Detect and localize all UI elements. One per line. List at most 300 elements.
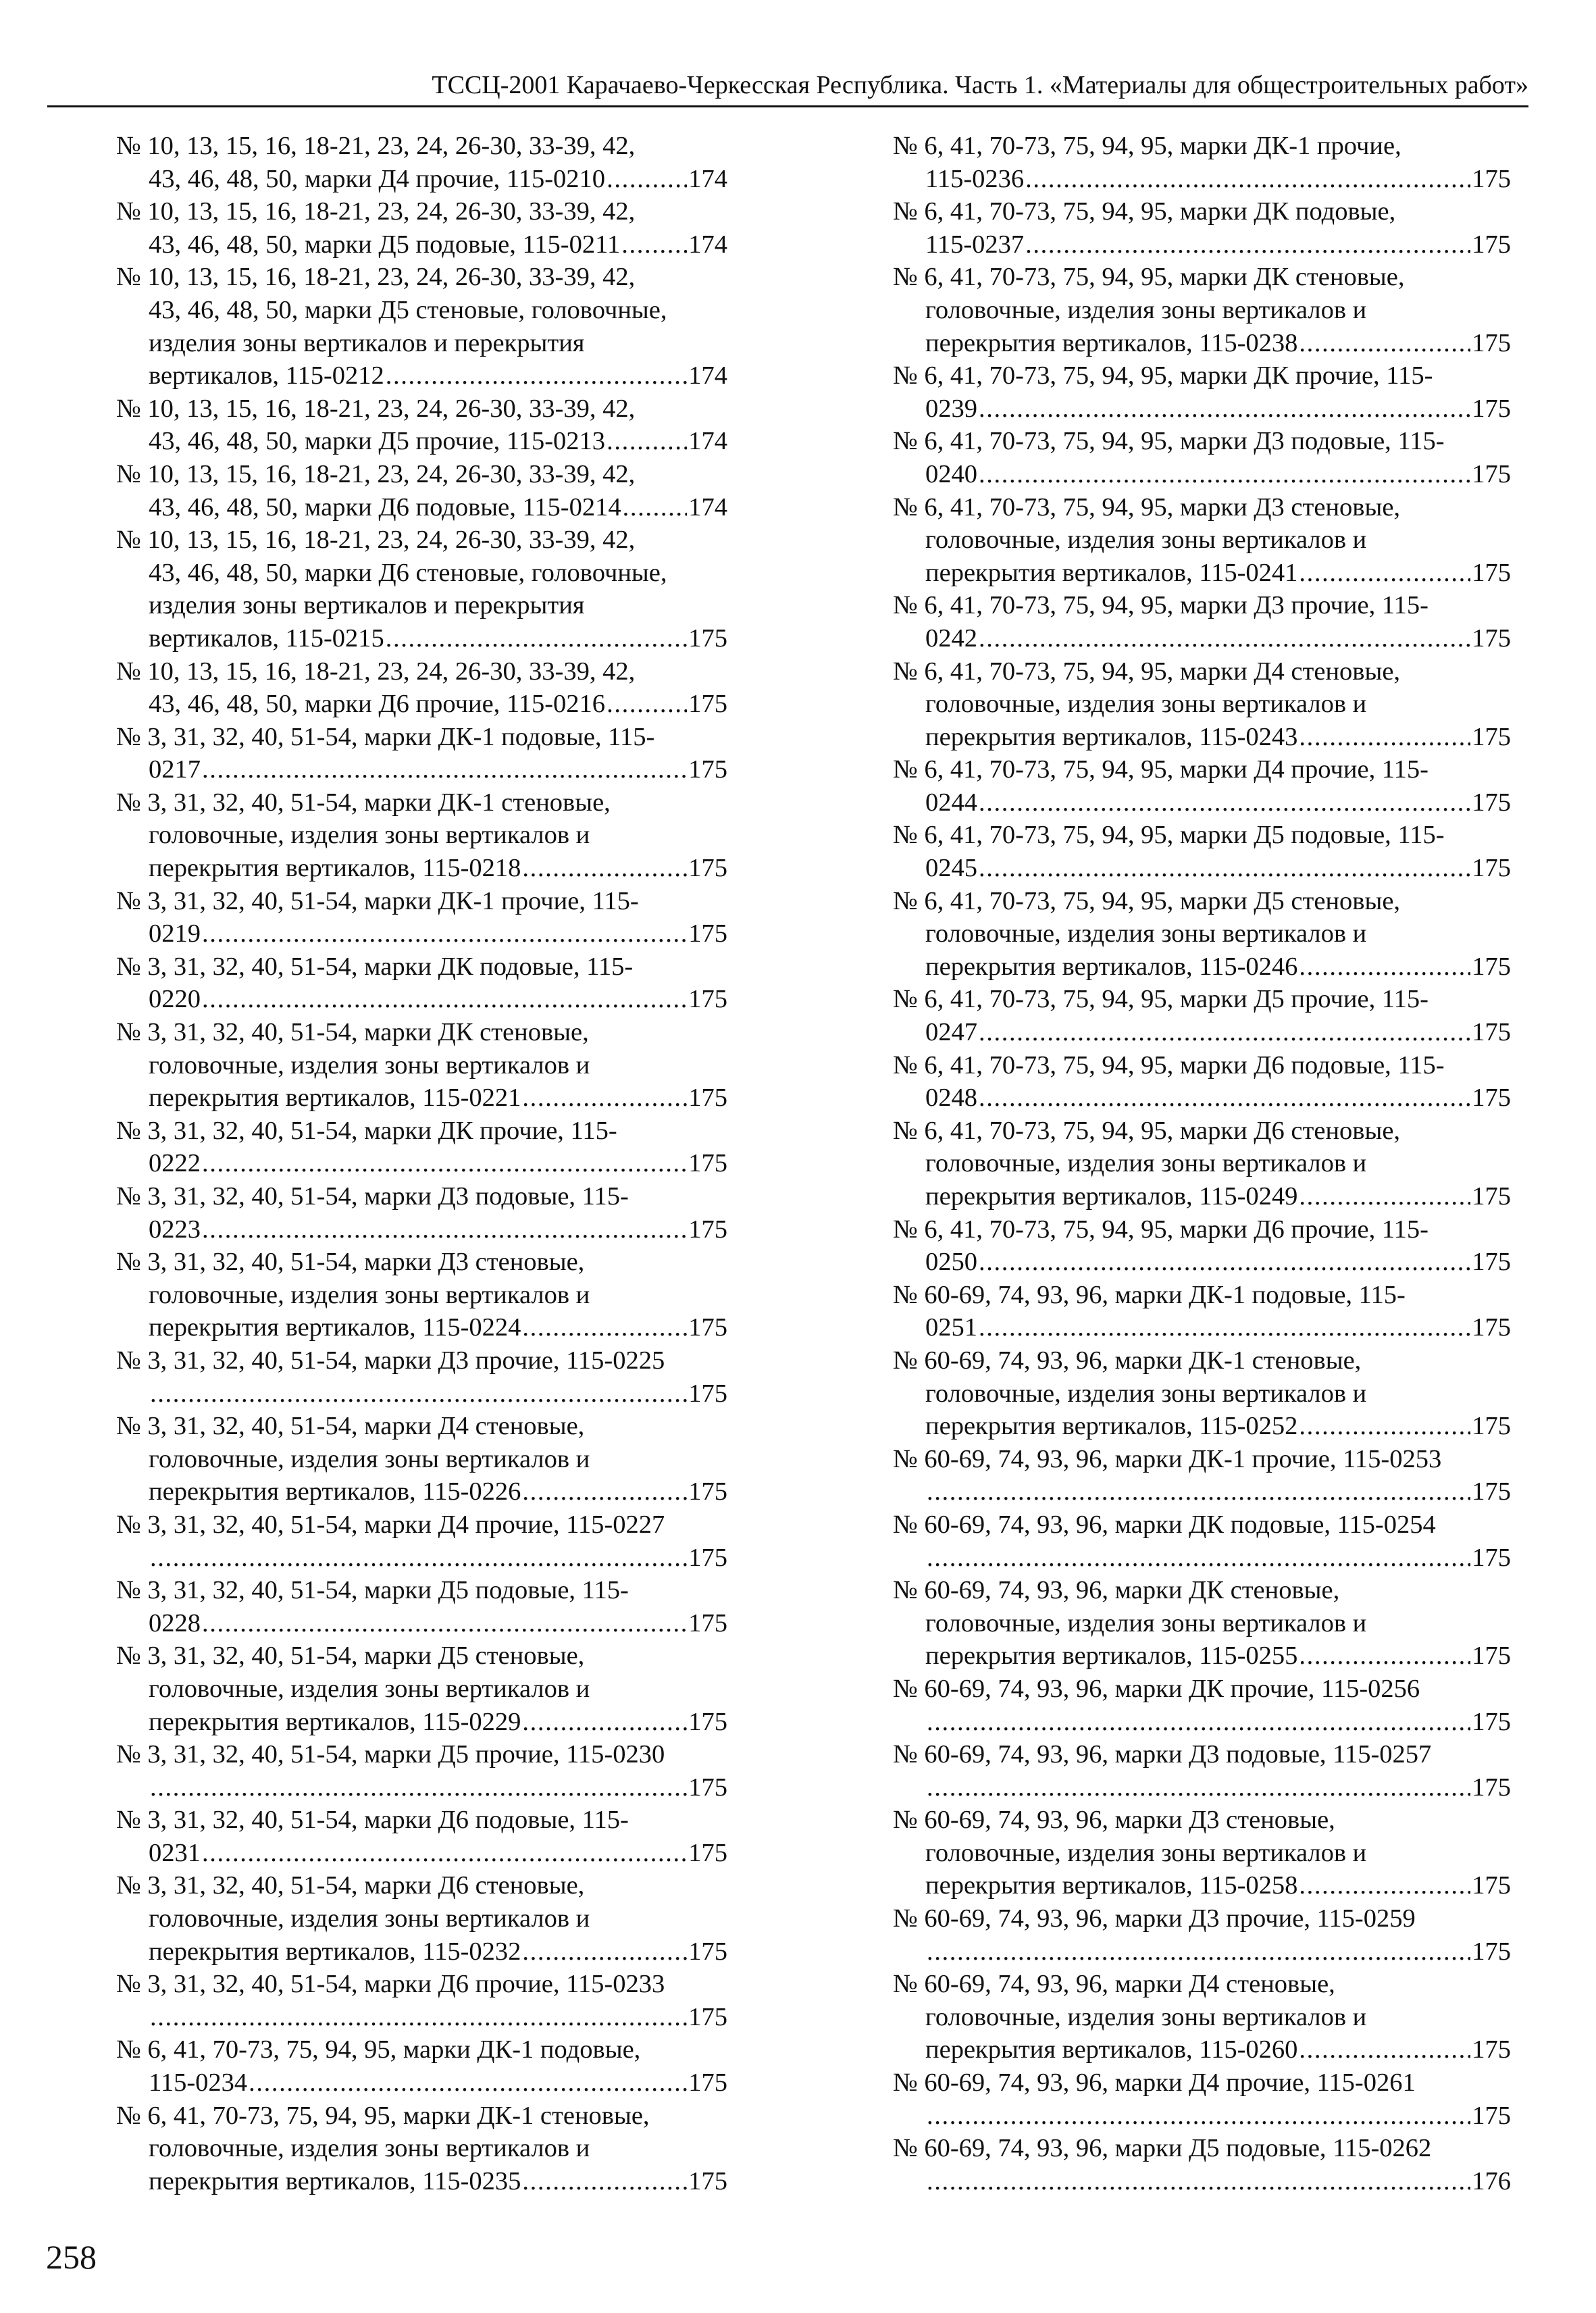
index-entry — [893, 130, 1511, 195]
index-entry — [116, 195, 727, 261]
index-entry-page: 175 — [688, 985, 727, 1014]
index-entry-page: 175 — [1472, 459, 1511, 488]
index-entry-page: 176 — [1472, 2166, 1511, 2195]
dot-leader — [202, 1213, 687, 1246]
index-entry-code: 115-0236 — [925, 164, 1025, 193]
index-entry-code: вертикалов, 115-0212 — [149, 361, 384, 390]
index-entry-line: № 3, 31, 32, 40, 51-54, марки Д4 стеновые, — [116, 1412, 585, 1441]
index-entry-code: 0244 — [925, 788, 977, 817]
index-entry-line: № 10, 13, 15, 16, 18-21, 23, 24, 26-30, 33-39, 42, — [116, 657, 636, 686]
dot-leader — [522, 1475, 687, 1508]
index-entry-code: перекрытия вертикалов, 115-0243 — [925, 722, 1298, 751]
index-entry — [893, 1344, 1511, 1443]
index-entry-page: 175 — [1472, 1477, 1511, 1506]
dot-leader — [150, 1377, 687, 1410]
index-entry — [116, 1574, 727, 1640]
dot-leader — [202, 753, 687, 786]
dot-leader — [202, 1607, 687, 1640]
index-entry-page: 174 — [688, 361, 727, 390]
index-entry-leader-line — [149, 359, 727, 392]
dot-leader — [979, 1016, 1470, 1049]
index-entry-code: 0228 — [149, 1608, 201, 1637]
dot-leader — [927, 1935, 1470, 1968]
index-entry-page: 174 — [688, 230, 727, 259]
index-entry-code: 43, 46, 48, 50, марки Д5 прочие, 115-0213 — [149, 427, 606, 456]
index-entry-line: № 3, 31, 32, 40, 51-54, марки ДК подовые, 115- — [116, 952, 634, 981]
dot-leader — [202, 1147, 687, 1180]
index-entry — [893, 425, 1511, 490]
index-entry-line: № 6, 41, 70-73, 75, 94, 95, марки Д4 стеновые, — [893, 657, 1401, 686]
index-entry — [116, 1344, 727, 1410]
index-entry-line: 43, 46, 48, 50, марки Д5 стеновые, головочные, — [149, 295, 667, 324]
index-entry-code: 0223 — [149, 1215, 201, 1244]
index-entry-leader-line — [925, 622, 1511, 655]
index-entry-page: 175 — [688, 755, 727, 784]
index-entry-line: № 60-69, 74, 93, 96, марки ДК-1 стеновые, — [893, 1346, 1362, 1375]
index-entry-line: головочные, изделия зоны вертикалов и — [925, 526, 1367, 555]
index-column-right — [893, 130, 1511, 2197]
index-entry-line: № 3, 31, 32, 40, 51-54, марки ДК стеновые, — [116, 1018, 589, 1047]
index-entry-code: перекрытия вертикалов, 115-0226 — [149, 1477, 521, 1506]
index-entry-line: головочные, изделия зоны вертикалов и — [925, 295, 1367, 324]
index-entry-leader-line — [149, 425, 727, 458]
index-entry-line: № 6, 41, 70-73, 75, 94, 95, марки ДК-1 стеновые, — [116, 2101, 650, 2130]
index-entry-page: 175 — [1472, 1313, 1511, 1342]
index-entry — [116, 261, 727, 392]
index-entry-page: 175 — [688, 1149, 727, 1178]
index-entry-leader-line — [925, 2100, 1511, 2133]
index-entry — [116, 1738, 727, 1804]
index-entry — [893, 1968, 1511, 2066]
index-entry-code: перекрытия вертикалов, 115-0258 — [925, 1871, 1298, 1900]
index-entry — [116, 2033, 727, 2099]
index-entry-line: № 3, 31, 32, 40, 51-54, марки ДК прочие, 115- — [116, 1116, 617, 1145]
index-entry-line: № 6, 41, 70-73, 75, 94, 95, марки Д6 прочие, 115- — [893, 1215, 1428, 1244]
index-entry — [893, 1574, 1511, 1673]
index-entry-code: 115-0234 — [149, 2068, 248, 2098]
index-entry-line: № 3, 31, 32, 40, 51-54, марки ДК-1 прочие, 115- — [116, 886, 639, 915]
index-entry — [116, 1410, 727, 1508]
index-entry-code: 0242 — [925, 624, 977, 653]
index-entry-line: № 10, 13, 15, 16, 18-21, 23, 24, 26-30, 33-39, 42, — [116, 526, 636, 555]
index-entry-page: 175 — [688, 854, 727, 883]
index-entry-page: 175 — [1472, 854, 1511, 883]
index-entry-leader-line — [925, 1410, 1511, 1443]
dot-leader — [979, 622, 1470, 655]
index-entry-line: № 6, 41, 70-73, 75, 94, 95, марки ДК стеновые, — [893, 263, 1405, 292]
index-entry-page: 175 — [1472, 788, 1511, 817]
dot-leader — [1299, 1640, 1470, 1673]
index-entry-code: 43, 46, 48, 50, марки Д4 прочие, 115-0210 — [149, 164, 606, 193]
index-entry-line: № 60-69, 74, 93, 96, марки Д4 стеновые, — [893, 1970, 1335, 1999]
index-entry — [893, 1213, 1511, 1279]
index-entry-page: 175 — [688, 1773, 727, 1802]
index-entry-leader-line — [925, 1935, 1511, 1968]
index-entry-leader-line — [149, 1771, 727, 1804]
index-entry — [893, 195, 1511, 261]
index-entry — [116, 950, 727, 1016]
index-entry-line: изделия зоны вертикалов и перекрытия — [149, 591, 585, 620]
index-entry-leader-line — [925, 1706, 1511, 1739]
index-entry-line: № 60-69, 74, 93, 96, марки Д3 стеновые, — [893, 1806, 1335, 1835]
index-entry-leader-line — [149, 1706, 727, 1739]
index-entry-leader-line — [149, 1542, 727, 1575]
index-entry — [893, 1049, 1511, 1115]
index-entry-line: № 10, 13, 15, 16, 18-21, 23, 24, 26-30, 33-39, 42, — [116, 197, 636, 226]
index-entry-leader-line — [925, 1640, 1511, 1673]
index-entry-leader-line — [149, 163, 727, 196]
index-entry-line: головочные, изделия зоны вертикалов и — [149, 1444, 590, 1473]
index-entry-line: головочные, изделия зоны вертикалов и — [149, 821, 590, 850]
dot-leader — [1299, 2033, 1470, 2066]
dot-leader — [522, 1706, 687, 1739]
index-entry-line: № 6, 41, 70-73, 75, 94, 95, марки Д5 стеновые, — [893, 886, 1401, 915]
index-entry-leader-line — [925, 1475, 1511, 1508]
index-entry-leader-line — [149, 1311, 727, 1344]
index-entry — [116, 786, 727, 885]
index-entry-page: 175 — [1472, 1773, 1511, 1802]
dot-leader — [607, 425, 687, 458]
index-entry-page: 175 — [688, 2166, 727, 2195]
index-entry — [116, 2100, 727, 2198]
dot-leader — [249, 2066, 687, 2100]
index-entry-leader-line — [149, 1082, 727, 1115]
index-entry-leader-line — [925, 1016, 1511, 1049]
index-entry-leader-line — [149, 688, 727, 721]
index-entry-code: 0245 — [925, 854, 977, 883]
index-entry — [893, 2132, 1511, 2197]
index-entry-page: 175 — [688, 1313, 727, 1342]
index-entry-leader-line — [149, 1213, 727, 1246]
index-entry-leader-line — [925, 163, 1511, 196]
index-entry-leader-line — [149, 983, 727, 1016]
index-entry-leader-line — [925, 1311, 1511, 1344]
index-entry — [893, 1508, 1511, 1574]
index-entry-page: 175 — [688, 2002, 727, 2031]
index-entry-page: 175 — [688, 1084, 727, 1113]
index-entry-line: головочные, изделия зоны вертикалов и — [925, 1608, 1367, 1637]
index-entry-line: изделия зоны вертикалов и перекрытия — [149, 328, 585, 357]
dot-leader — [150, 1771, 687, 1804]
index-entry-code: перекрытия вертикалов, 115-0232 — [149, 1937, 521, 1966]
index-entry — [893, 1443, 1511, 1508]
index-entry-code: перекрытия вертикалов, 115-0246 — [925, 952, 1298, 981]
index-entry — [893, 359, 1511, 425]
index-entry — [893, 655, 1511, 754]
dot-leader — [522, 2165, 687, 2198]
dot-leader — [150, 1542, 687, 1575]
dot-leader — [979, 1246, 1470, 1279]
index-entry-line: головочные, изделия зоны вертикалов и — [925, 690, 1367, 719]
index-entry-leader-line — [149, 753, 727, 786]
dot-leader — [150, 2001, 687, 2034]
index-entry-page: 175 — [688, 919, 727, 948]
index-entry — [116, 1115, 727, 1180]
index-entry-leader-line — [149, 2001, 727, 2034]
index-entry-page: 175 — [1472, 952, 1511, 981]
index-entry-code: вертикалов, 115-0215 — [149, 624, 384, 653]
index-entry-code: 0239 — [925, 394, 977, 423]
dot-leader — [979, 786, 1470, 819]
index-entry — [116, 458, 727, 524]
index-entry-line: № 6, 41, 70-73, 75, 94, 95, марки Д5 подовые, 115- — [893, 821, 1445, 850]
index-entry-line: № 3, 31, 32, 40, 51-54, марки Д6 прочие, 115-0233 — [116, 1970, 665, 1999]
index-entry-leader-line — [149, 1475, 727, 1508]
index-entry — [893, 1115, 1511, 1213]
dot-leader — [979, 1311, 1470, 1344]
index-entry-page: 174 — [688, 427, 727, 456]
index-entry-page: 175 — [688, 1838, 727, 1867]
index-entry-leader-line — [925, 2033, 1511, 2066]
dot-leader — [1025, 228, 1470, 261]
index-entry-leader-line — [149, 1935, 727, 1968]
index-entry-line: № 60-69, 74, 93, 96, марки ДК стеновые, — [893, 1576, 1340, 1605]
index-entry-code: перекрытия вертикалов, 115-0241 — [925, 558, 1298, 587]
index-entry-code: перекрытия вертикалов, 115-0221 — [149, 1084, 521, 1113]
index-entry-code: 0250 — [925, 1248, 977, 1277]
index-entry-code: перекрытия вертикалов, 115-0224 — [149, 1313, 521, 1342]
dot-leader — [927, 1475, 1470, 1508]
index-entry-leader-line — [925, 1082, 1511, 1115]
index-entry-leader-line — [149, 1377, 727, 1410]
dot-leader — [522, 1311, 687, 1344]
index-entry-code: перекрытия вертикалов, 115-0260 — [925, 2035, 1298, 2064]
index-entry-page: 175 — [688, 1543, 727, 1572]
index-entry-line: головочные, изделия зоны вертикалов и — [149, 2134, 590, 2163]
index-entry — [893, 983, 1511, 1048]
index-entry-line: № 3, 31, 32, 40, 51-54, марки Д3 подовые, 115- — [116, 1182, 629, 1211]
index-entry — [116, 1640, 727, 1738]
index-entry-page: 174 — [688, 164, 727, 193]
index-entry-line: № 60-69, 74, 93, 96, марки ДК прочие, 115-0256 — [893, 1674, 1420, 1703]
dot-leader — [927, 2100, 1470, 2133]
index-entry-line: № 6, 41, 70-73, 75, 94, 95, марки ДК прочие, 115- — [893, 361, 1433, 390]
index-entry-leader-line — [925, 852, 1511, 885]
index-entry-line: № 6, 41, 70-73, 75, 94, 95, марки Д6 подовые, 115- — [893, 1050, 1445, 1079]
index-entry — [116, 1869, 727, 1968]
index-entry-line: № 6, 41, 70-73, 75, 94, 95, марки ДК подовые, — [893, 197, 1396, 226]
index-entry-leader-line — [149, 1607, 727, 1640]
index-entry — [116, 130, 727, 195]
index-entry-code: перекрытия вертикалов, 115-0235 — [149, 2166, 521, 2195]
index-entry-code: перекрытия вертикалов, 115-0238 — [925, 328, 1298, 357]
index-entry-code: 0217 — [149, 755, 201, 784]
dot-leader — [979, 458, 1470, 491]
index-entry-line: № 3, 31, 32, 40, 51-54, марки Д5 прочие, 115-0230 — [116, 1740, 665, 1769]
index-entry-page: 175 — [1472, 1707, 1511, 1736]
index-entry-line: № 10, 13, 15, 16, 18-21, 23, 24, 26-30, 33-39, 42, — [116, 459, 636, 488]
index-entry-page: 175 — [1472, 722, 1511, 751]
index-entry-line: № 6, 41, 70-73, 75, 94, 95, марки Д4 прочие, 115- — [893, 755, 1428, 784]
index-entry — [116, 1968, 727, 2033]
index-entry-page: 175 — [1472, 1084, 1511, 1113]
index-entry-code: перекрытия вертикалов, 115-0249 — [925, 1182, 1298, 1211]
index-entry-leader-line — [925, 458, 1511, 491]
index-entry-leader-line — [149, 491, 727, 524]
index-entry-page: 175 — [1472, 624, 1511, 653]
index-entry-page: 175 — [1472, 558, 1511, 587]
index-entry-line: № 60-69, 74, 93, 96, марки Д3 подовые, 115-0257 — [893, 1740, 1432, 1769]
running-title: ТССЦ-2001 Карачаево-Черкесская Республика. Часть 1. «Материалы для общестроительных работ» — [432, 71, 1528, 99]
index-entry — [116, 885, 727, 950]
index-column-left — [116, 130, 727, 2197]
index-entry-leader-line — [149, 2066, 727, 2100]
dot-leader — [202, 917, 687, 950]
index-entry-page: 175 — [688, 1215, 727, 1244]
dot-leader — [1299, 1180, 1470, 1213]
index-entry-page: 175 — [688, 1937, 727, 1966]
dot-leader — [522, 852, 687, 885]
index-entry-line: № 6, 41, 70-73, 75, 94, 95, марки Д5 прочие, 115- — [893, 985, 1428, 1014]
index-entry-page: 175 — [688, 1379, 727, 1408]
index-entry-page: 175 — [1472, 1937, 1511, 1966]
dot-leader — [1299, 327, 1470, 360]
index-entry-code: перекрытия вертикалов, 115-0229 — [149, 1707, 521, 1736]
index-entry-leader-line — [149, 1147, 727, 1180]
index-entry — [893, 1279, 1511, 1344]
index-entry — [116, 392, 727, 458]
index-entry-line: № 10, 13, 15, 16, 18-21, 23, 24, 26-30, 33-39, 42, — [116, 263, 636, 292]
dot-leader — [1299, 950, 1470, 984]
dot-leader — [607, 163, 687, 196]
index-entry-leader-line — [149, 917, 727, 950]
dot-leader — [1299, 721, 1470, 754]
index-entry-code: 0220 — [149, 985, 201, 1014]
index-entry — [893, 589, 1511, 655]
dot-leader — [386, 359, 687, 392]
index-entry-code: 43, 46, 48, 50, марки Д6 прочие, 115-0216 — [149, 690, 606, 719]
index-entry-code: 0251 — [925, 1313, 977, 1342]
index-entry-page: 175 — [688, 1707, 727, 1736]
index-entry-page: 175 — [688, 1608, 727, 1637]
index-entry — [893, 491, 1511, 590]
page-number: 258 — [46, 2238, 97, 2276]
index-entry-page: 175 — [1472, 230, 1511, 259]
index-entry — [893, 261, 1511, 359]
index-entry-page: 175 — [1472, 1642, 1511, 1671]
index-entry-page: 175 — [688, 624, 727, 653]
index-entry-page: 175 — [688, 690, 727, 719]
index-entry-page: 175 — [688, 2068, 727, 2098]
index-entry-line: № 3, 31, 32, 40, 51-54, марки Д5 стеновые, — [116, 1642, 585, 1671]
index-entry-code: 43, 46, 48, 50, марки Д5 подовые, 115-0211 — [149, 230, 621, 259]
dot-leader — [927, 2165, 1470, 2198]
index-entry-leader-line — [925, 950, 1511, 984]
index-entry-code: 0231 — [149, 1838, 201, 1867]
index-entry — [893, 753, 1511, 819]
index-entry-line: № 3, 31, 32, 40, 51-54, марки Д6 стеновые, — [116, 1871, 585, 1900]
index-entry — [116, 1508, 727, 1574]
index-entry — [893, 1902, 1511, 1968]
index-entry-leader-line — [925, 721, 1511, 754]
index-entry-line: № 6, 41, 70-73, 75, 94, 95, марки ДК-1 прочие, — [893, 132, 1401, 160]
dot-leader — [979, 392, 1470, 426]
index-entry-leader-line — [149, 1837, 727, 1870]
index-entry-code: 0219 — [149, 919, 201, 948]
index-entry-page: 175 — [1472, 2035, 1511, 2064]
index-entry-code: перекрытия вертикалов, 115-0252 — [925, 1412, 1298, 1441]
dot-leader — [979, 1082, 1470, 1115]
index-entry — [116, 1016, 727, 1115]
index-entry-page: 175 — [1472, 1871, 1511, 1900]
index-entry-leader-line — [925, 327, 1511, 360]
dot-leader — [202, 983, 687, 1016]
index-entry-line: головочные, изделия зоны вертикалов и — [925, 1149, 1367, 1178]
index-entry — [893, 1738, 1511, 1804]
index-entry-code: перекрытия вертикалов, 115-0255 — [925, 1642, 1298, 1671]
dot-leader — [979, 852, 1470, 885]
index-entry-code: перекрытия вертикалов, 115-0218 — [149, 854, 521, 883]
index-entry — [116, 1246, 727, 1344]
index-entry — [893, 2066, 1511, 2132]
index-entry-leader-line — [925, 2165, 1511, 2198]
index-entry-line: 43, 46, 48, 50, марки Д6 стеновые, головочные, — [149, 558, 667, 587]
index-entry-line: № 3, 31, 32, 40, 51-54, марки ДК-1 подовые, 115- — [116, 722, 655, 751]
index-entry-page: 175 — [1472, 164, 1511, 193]
index-entry-leader-line — [925, 1246, 1511, 1279]
index-entry-page: 175 — [1472, 1543, 1511, 1572]
index-entry-line: головочные, изделия зоны вертикалов и — [925, 919, 1367, 948]
index-entry — [116, 721, 727, 786]
index-entry-line: № 6, 41, 70-73, 75, 94, 95, марки Д3 прочие, 115- — [893, 591, 1428, 620]
index-entry-line: головочные, изделия зоны вертикалов и — [149, 1674, 590, 1703]
index-entry — [116, 524, 727, 655]
index-entry-leader-line — [149, 228, 727, 261]
dot-leader — [522, 1082, 687, 1115]
index-entry-page: 175 — [1472, 1248, 1511, 1277]
dot-leader — [202, 1837, 687, 1870]
index-entry-page: 175 — [1472, 1182, 1511, 1211]
dot-leader — [386, 622, 687, 655]
index-entry-leader-line — [925, 1180, 1511, 1213]
dot-leader — [927, 1542, 1470, 1575]
index-entry-page: 175 — [1472, 394, 1511, 423]
running-header — [47, 65, 1528, 107]
index-entry — [116, 1180, 727, 1246]
index-entry-line: № 60-69, 74, 93, 96, марки Д3 прочие, 115-0259 — [893, 1904, 1416, 1933]
index-entry-line: головочные, изделия зоны вертикалов и — [925, 2002, 1367, 2031]
index-entry-leader-line — [925, 557, 1511, 590]
dot-leader — [1299, 1410, 1470, 1443]
index-entry-leader-line — [925, 228, 1511, 261]
index-entry — [893, 1673, 1511, 1738]
index-entry-code: 0240 — [925, 459, 977, 488]
index-entry-line: № 6, 41, 70-73, 75, 94, 95, марки Д6 стеновые, — [893, 1116, 1401, 1145]
index-entry-line: № 3, 31, 32, 40, 51-54, марки Д3 прочие, 115-0225 — [116, 1346, 665, 1375]
index-entry-line: № 3, 31, 32, 40, 51-54, марки Д5 подовые, 115- — [116, 1576, 629, 1605]
index-entry-page: 174 — [688, 492, 727, 522]
dot-leader — [607, 688, 687, 721]
index-entry-line: головочные, изделия зоны вертикалов и — [925, 1379, 1367, 1408]
index-entry — [893, 885, 1511, 984]
index-entry-line: № 3, 31, 32, 40, 51-54, марки Д3 стеновые, — [116, 1248, 585, 1277]
index-entry-line: № 60-69, 74, 93, 96, марки ДК-1 подовые, 115- — [893, 1280, 1406, 1309]
index-entry-page: 175 — [1472, 1412, 1511, 1441]
index-entry-leader-line — [925, 1869, 1511, 1902]
index-entry-line: головочные, изделия зоны вертикалов и — [925, 1838, 1367, 1867]
index-entry-leader-line — [149, 622, 727, 655]
index-entry-page: 175 — [1472, 328, 1511, 357]
dot-leader — [1025, 163, 1470, 196]
index-entry-line: № 6, 41, 70-73, 75, 94, 95, марки Д3 стеновые, — [893, 492, 1401, 522]
index-entry-line: № 3, 31, 32, 40, 51-54, марки Д4 прочие, 115-0227 — [116, 1510, 665, 1539]
index-entry-leader-line — [925, 1771, 1511, 1804]
dot-leader — [623, 491, 688, 524]
index-entry-line: № 10, 13, 15, 16, 18-21, 23, 24, 26-30, 33-39, 42, — [116, 132, 636, 160]
index-entry-code: 0222 — [149, 1149, 201, 1178]
index-entry-leader-line — [925, 392, 1511, 426]
dot-leader — [522, 1935, 687, 1968]
